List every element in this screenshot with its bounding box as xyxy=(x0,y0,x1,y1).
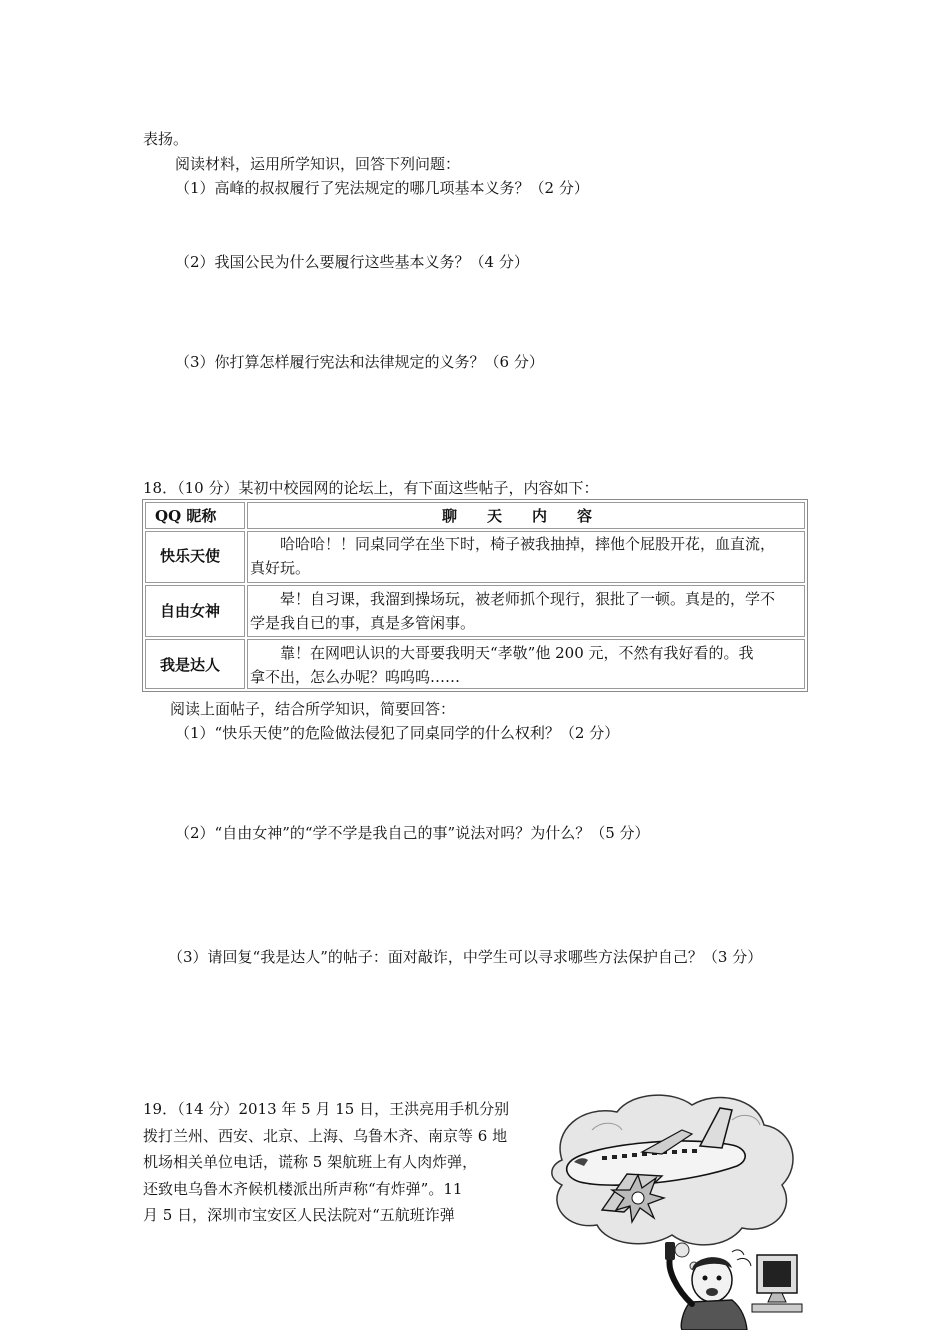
instruction-text: 阅读上面帖子，结合所学知识，简要回答： xyxy=(170,700,456,718)
table-row-nick: 自由女神 xyxy=(160,602,221,620)
instruction-text: 阅读材料，运用所学知识，回答下列问题： xyxy=(175,155,461,173)
question-17-3: （3）你打算怎样履行宪法和法律规定的义务？（6 分） xyxy=(175,353,544,371)
content-line: 晕！自习课，我溜到操场玩，被老师抓个现行，狠批了一顿。真是的，学不 xyxy=(280,590,776,608)
text-line: 月 5 日，深圳市宝安区人民法院对“五航班诈弹 xyxy=(143,1206,455,1224)
question-18-1: （1）“快乐天使”的危险做法侵犯了同桌同学的什么权利？（2 分） xyxy=(175,724,620,742)
text-line: 机场相关单位电话，谎称 5 架航班上有人肉炸弹， xyxy=(143,1153,478,1171)
question-18-header: 18．（10 分）某初中校园网的论坛上，有下面这些帖子，内容如下： xyxy=(143,479,599,497)
text-line: 拨打兰州、西安、北京、上海、乌鲁木齐、南京等 6 地 xyxy=(143,1126,508,1145)
content-line: 学是我自已的事，真是多管闲事。 xyxy=(250,614,476,632)
table-row-content xyxy=(250,587,806,635)
table-row-content xyxy=(250,641,806,689)
content-line: 哈哈哈！！同桌同学在坐下时，椅子被我抽掉，摔他个屁股开花，血直流， xyxy=(280,535,776,553)
table-row-nick: 我是达人 xyxy=(160,656,221,674)
table-col-content: 聊 天 内 容 xyxy=(442,507,593,525)
question-19-text xyxy=(143,1096,526,1229)
table-row-content xyxy=(250,532,806,580)
text-line: 表扬。 xyxy=(143,130,189,148)
table-row-nick: 快乐天使 xyxy=(160,547,221,565)
question-17-2: （2）我国公民为什么要履行这些基本义务？（4 分） xyxy=(175,253,529,271)
text-line: 还致电乌鲁木齐候机楼派出所声称“有炸弹”。11 xyxy=(143,1179,463,1198)
content-line: 拿不出，怎么办呢？呜呜呜…… xyxy=(250,668,461,686)
content-line: 真好玩。 xyxy=(250,559,311,577)
cartoon-illustration xyxy=(532,1090,812,1330)
question-18-3: （3）请回复“我是达人”的帖子：面对敲诈，中学生可以寻求哪些方法保护自己？（3 分） xyxy=(168,948,763,966)
content-line: 靠！在网吧认识的大哥要我明天“孝敬”他 200 元，不然有我好看的。我 xyxy=(280,644,754,662)
question-18-2: （2）“自由女神”的“学不学是我自己的事”说法对吗？为什么？（5 分） xyxy=(175,824,650,842)
question-17-1: （1）高峰的叔叔履行了宪法规定的哪几项基本义务？（2 分） xyxy=(175,179,589,197)
text-line: 19．（14 分）2013 年 5 月 15 日，王洪亮用手机分别 xyxy=(143,1100,510,1118)
table-col-nickname: QQ 昵称 xyxy=(155,507,217,525)
